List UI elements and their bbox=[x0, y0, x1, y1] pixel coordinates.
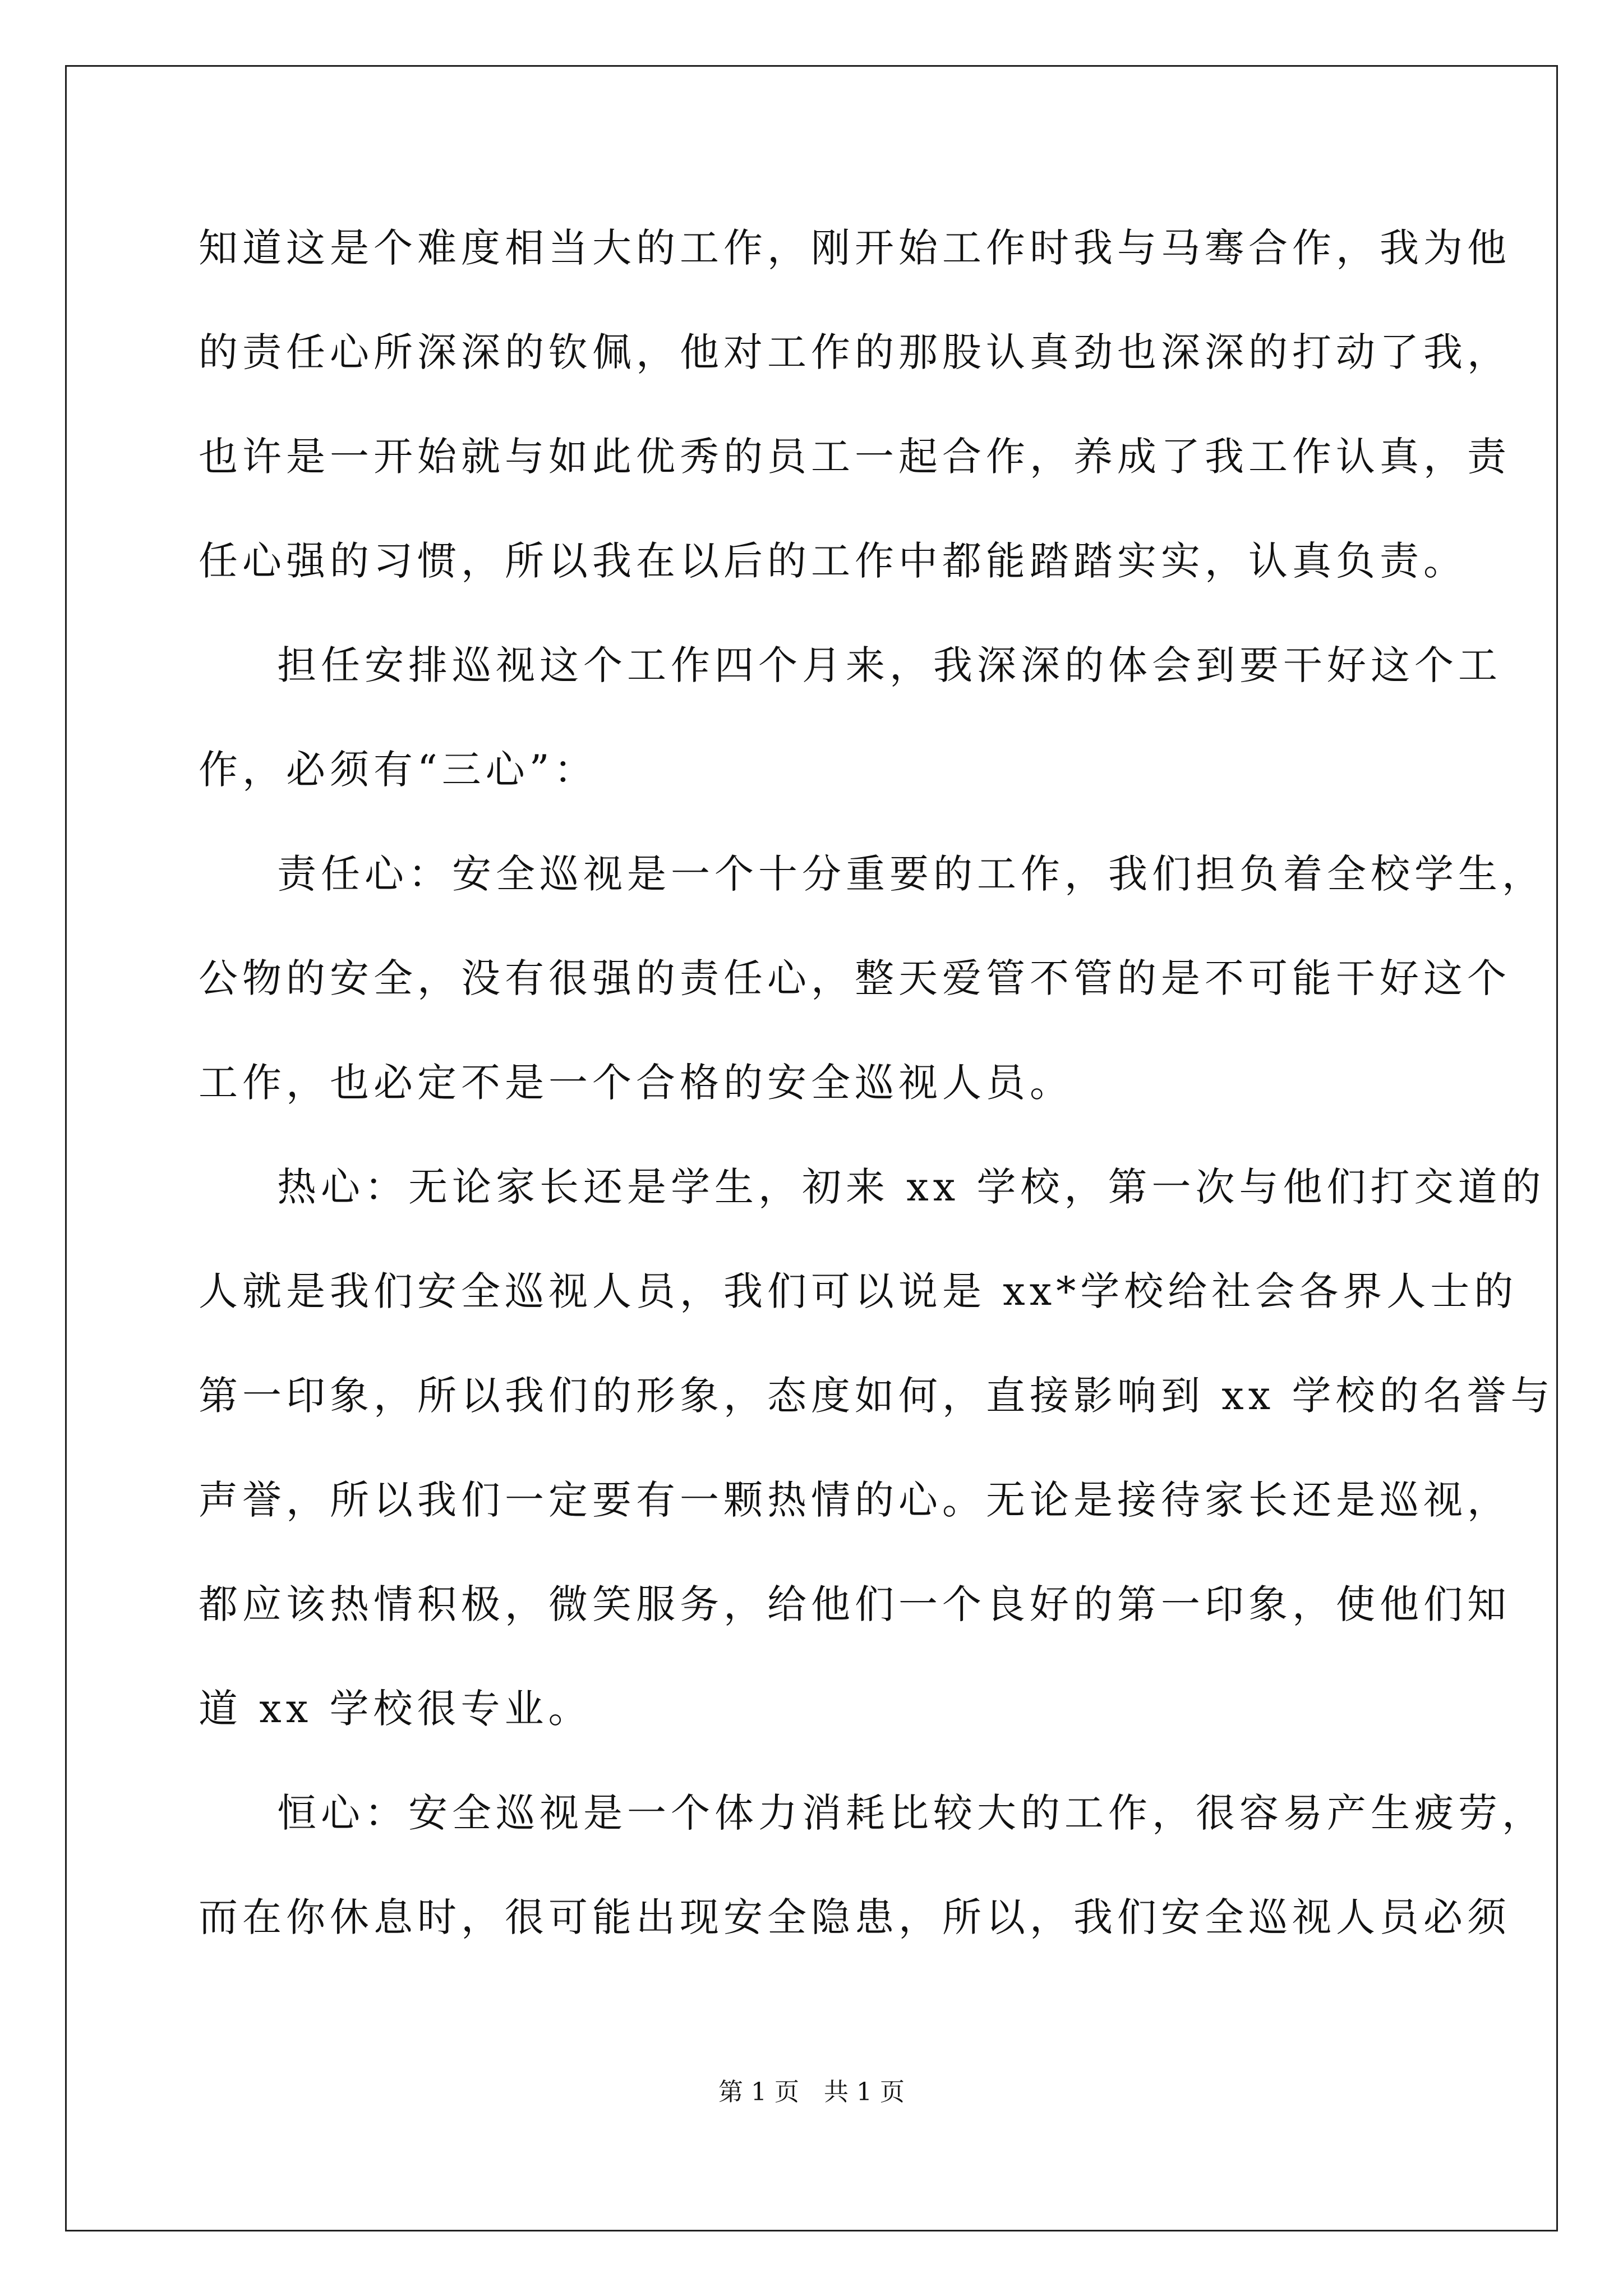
text-line: 工作，也必定不是一个合格的安全巡视人员。 bbox=[199, 1060, 1073, 1106]
text-line: 第一印象，所以我们的形象，态度如何，直接影响到 xx 学校的名誉与 bbox=[199, 1373, 1555, 1419]
text-line: 也许是一开始就与如此优秀的员工一起合作，养成了我工作认真，责 bbox=[199, 434, 1511, 480]
text-line: 作，必须有“三心”： bbox=[199, 747, 598, 793]
text-line: 而在你休息时，很可能出现安全隐患，所以，我们安全巡视人员必须 bbox=[199, 1894, 1511, 1940]
text-line: 的责任心所深深的钦佩，他对工作的那股认真劲也深深的打动了我， bbox=[199, 329, 1511, 375]
page-number-footer: 第 1 页 共 1 页 bbox=[718, 2078, 905, 2106]
text-line: 公物的安全，没有很强的责任心，整天爱管不管的是不可能干好这个 bbox=[199, 955, 1511, 1001]
text-line: 都应该热情积极，微笑服务，给他们一个良好的第一印象，使他们知 bbox=[199, 1581, 1511, 1627]
text-line: 任心强的习惯，所以我在以后的工作中都能踏踏实实，认真负责。 bbox=[199, 538, 1467, 584]
paragraph-first-line: 担任安排巡视这个工作四个月来，我深深的体会到要干好这个工 bbox=[277, 642, 1502, 688]
paragraph-first-line: 热心：无论家长还是学生，初来 xx 学校，第一次与他们打交道的 bbox=[277, 1164, 1546, 1210]
paragraph-first-line: 责任心：安全巡视是一个十分重要的工作，我们担负着全校学生， bbox=[277, 851, 1546, 897]
paragraph-first-line: 恒心：安全巡视是一个体力消耗比较大的工作，很容易产生疲劳， bbox=[277, 1790, 1546, 1836]
text-line: 人就是我们安全巡视人员，我们可以说是 xx*学校给社会各界人士的 bbox=[199, 1268, 1518, 1314]
text-line: 道 xx 学校很专业。 bbox=[199, 1686, 592, 1732]
text-line: 知道这是个难度相当大的工作，刚开始工作时我与马骞合作，我为他 bbox=[199, 225, 1511, 271]
text-line: 声誉，所以我们一定要有一颗热情的心。无论是接待家长还是巡视， bbox=[199, 1477, 1511, 1523]
